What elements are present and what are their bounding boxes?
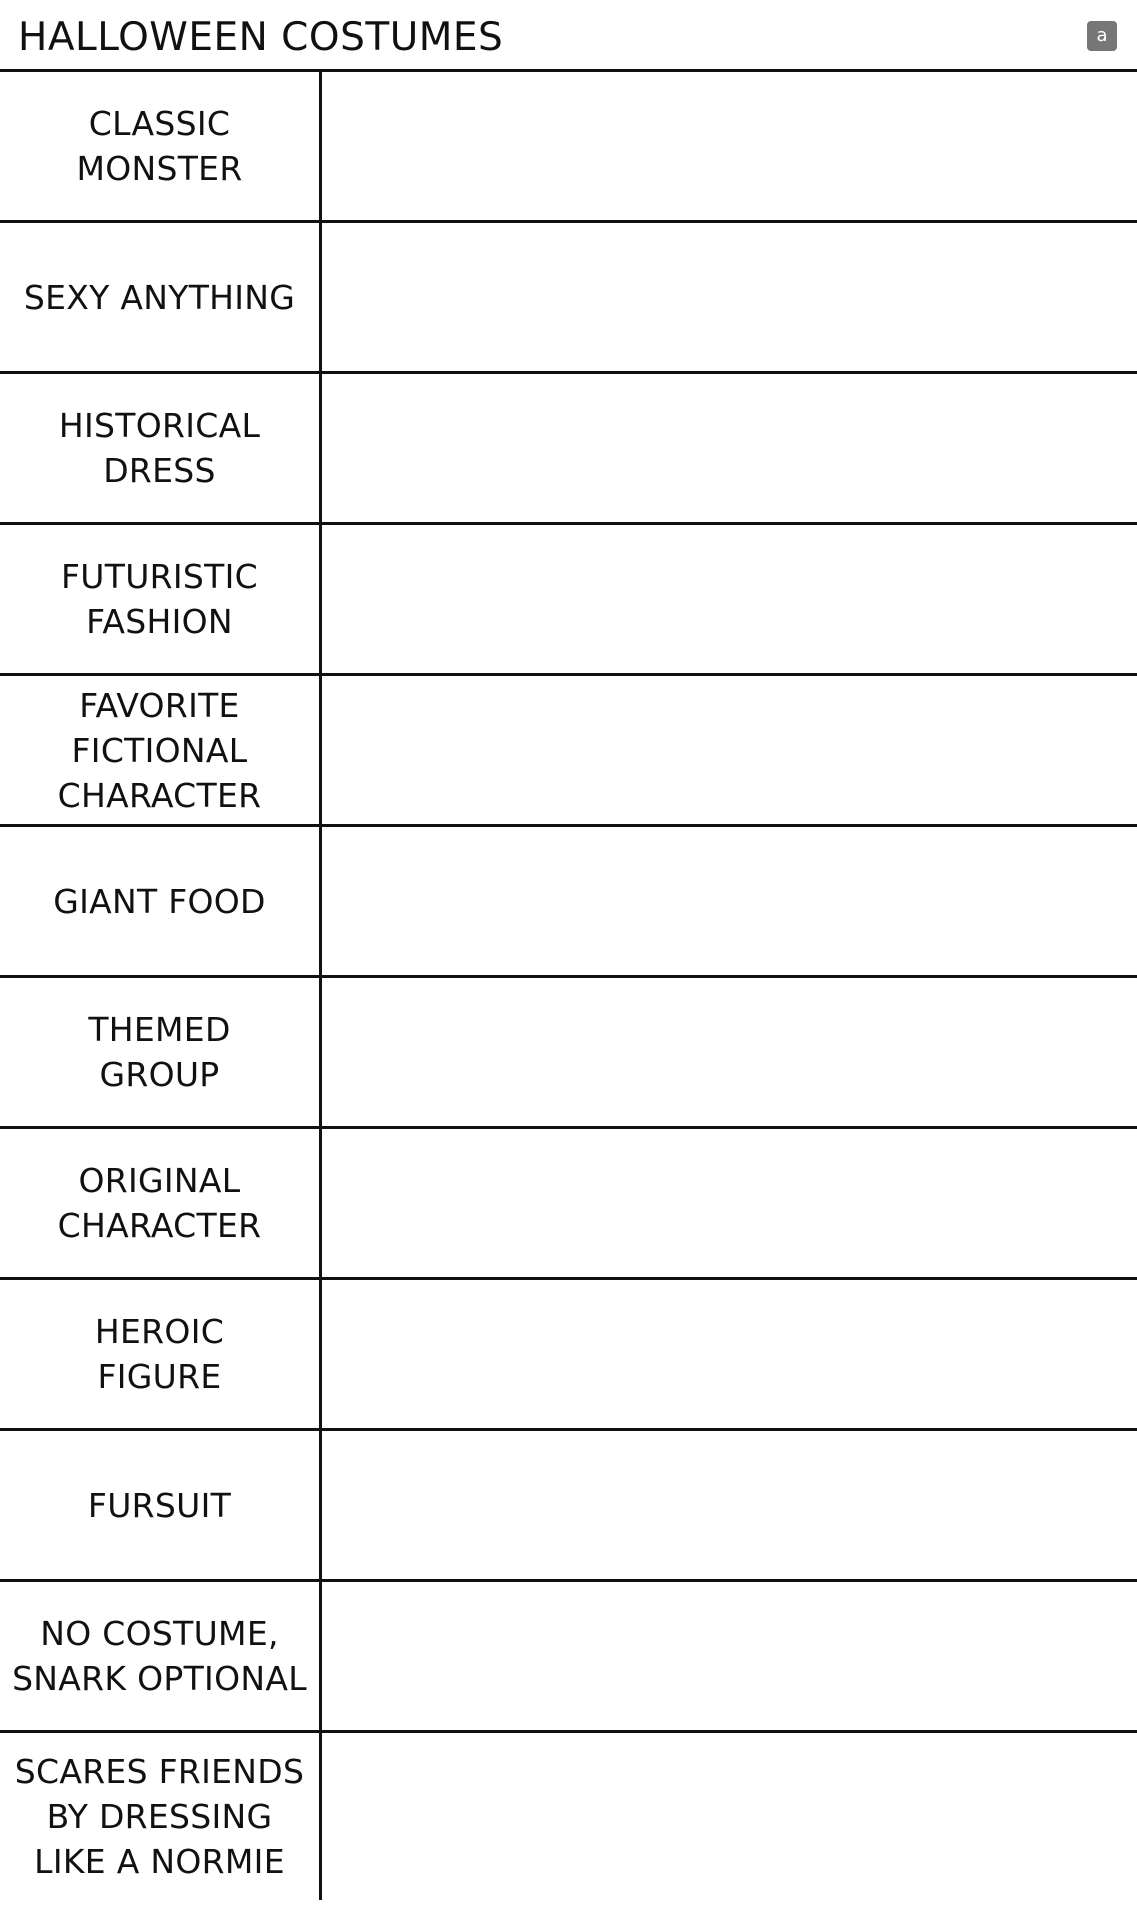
tier-label: HEROIC FIGURE xyxy=(0,1280,322,1428)
tier-row xyxy=(0,525,1137,676)
tier-label: FUTURISTIC FASHION xyxy=(0,525,322,673)
tier-label: ORIGINAL CHARACTER xyxy=(0,1129,322,1277)
header xyxy=(0,0,1137,72)
tier-label: NO COSTUME, SNARK OPTIONAL xyxy=(0,1582,322,1730)
tier-drop-zone[interactable] xyxy=(322,1280,1137,1428)
tier-drop-zone[interactable] xyxy=(322,827,1137,975)
tier-drop-zone[interactable] xyxy=(322,1733,1137,1900)
tier-drop-zone[interactable] xyxy=(322,676,1137,824)
tier-drop-zone[interactable] xyxy=(322,525,1137,673)
tier-label: THEMED GROUP xyxy=(0,978,322,1126)
tier-row xyxy=(0,1431,1137,1582)
tier-row xyxy=(0,223,1137,374)
tier-row xyxy=(0,978,1137,1129)
tier-row xyxy=(0,676,1137,827)
tier-label: GIANT FOOD xyxy=(0,827,322,975)
tier-row xyxy=(0,72,1137,223)
app-logo-icon: a xyxy=(1087,21,1117,51)
tier-label: HISTORICAL DRESS xyxy=(0,374,322,522)
tier-drop-zone[interactable] xyxy=(322,72,1137,220)
tier-drop-zone[interactable] xyxy=(322,1129,1137,1277)
tier-drop-zone[interactable] xyxy=(322,978,1137,1126)
tier-label: FAVORITE FICTIONAL CHARACTER xyxy=(0,676,322,824)
tier-list xyxy=(0,72,1137,1920)
tier-row xyxy=(0,1280,1137,1431)
tier-row xyxy=(0,1582,1137,1733)
tier-row xyxy=(0,1733,1137,1900)
tier-label: CLASSIC MONSTER xyxy=(0,72,322,220)
tier-label: FURSUIT xyxy=(0,1431,322,1579)
tier-drop-zone[interactable] xyxy=(322,223,1137,371)
tier-label: SEXY ANYTHING xyxy=(0,223,322,371)
page-title: HALLOWEEN COSTUMES xyxy=(18,15,504,60)
tier-drop-zone[interactable] xyxy=(322,1431,1137,1579)
tier-row xyxy=(0,827,1137,978)
tier-drop-zone[interactable] xyxy=(322,1582,1137,1730)
tier-row xyxy=(0,374,1137,525)
tier-label: SCARES FRIENDS BY DRESSING LIKE A NORMIE xyxy=(0,1733,322,1900)
tier-drop-zone[interactable] xyxy=(322,374,1137,522)
tier-row xyxy=(0,1129,1137,1280)
